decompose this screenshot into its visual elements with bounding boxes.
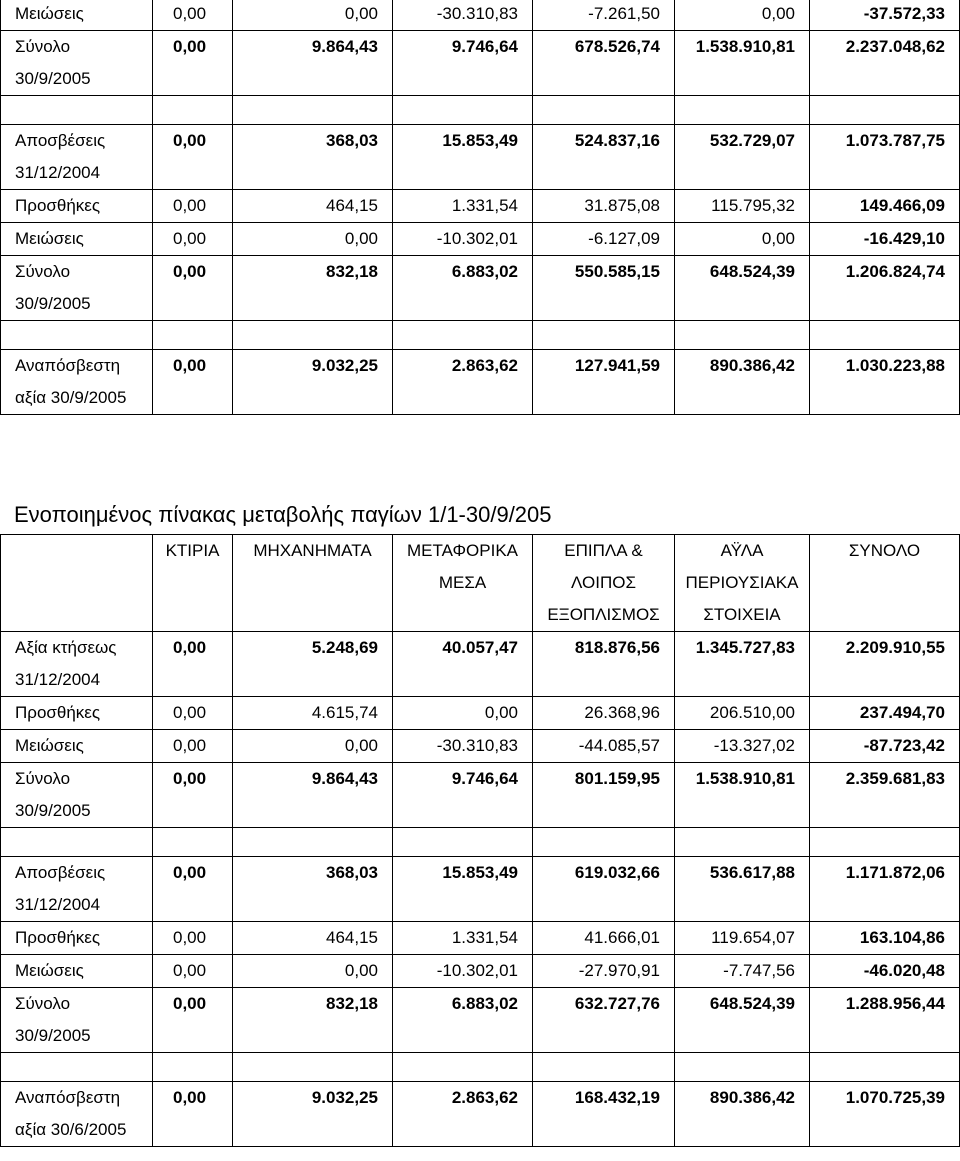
value-cell: 0,00	[153, 0, 233, 31]
empty-cell	[393, 828, 533, 857]
value-cell: 0,00	[675, 223, 810, 256]
value-cell: 40.057,47	[393, 632, 533, 697]
cell-text-line: 30/9/2005	[15, 69, 91, 88]
row-label	[1, 697, 153, 730]
table-row	[1, 0, 960, 31]
empty-cell	[233, 1053, 393, 1082]
value-cell: 368,03	[233, 125, 393, 190]
value-cell: -7.261,50	[533, 0, 675, 31]
value-cell: -30.310,83	[393, 0, 533, 31]
value-cell: 206.510,00	[675, 697, 810, 730]
value-cell: 536.617,88	[675, 857, 810, 922]
row-label	[1, 955, 153, 988]
value-cell: 127.941,59	[533, 350, 675, 415]
value-cell: 2.237.048,62	[810, 31, 960, 96]
empty-cell	[675, 1053, 810, 1082]
value-cell: 0,00	[153, 955, 233, 988]
row-label	[1, 31, 153, 96]
value-cell: 550.585,15	[533, 256, 675, 321]
value-cell: -44.085,57	[533, 730, 675, 763]
empty-cell	[533, 1053, 675, 1082]
empty-cell	[1, 828, 153, 857]
value-cell: 1.288.956,44	[810, 988, 960, 1053]
value-cell: 9.864,43	[233, 31, 393, 96]
value-cell: 9.032,25	[233, 1082, 393, 1147]
cell-text-line: Μειώσεις	[15, 4, 84, 23]
row-label	[1, 256, 153, 321]
column-header	[533, 535, 675, 632]
table-row	[1, 857, 960, 922]
empty-cell	[533, 828, 675, 857]
row-label	[1, 223, 153, 256]
table-row	[1, 1082, 960, 1147]
value-cell: 648.524,39	[675, 988, 810, 1053]
value-cell: -10.302,01	[393, 955, 533, 988]
empty-cell	[675, 96, 810, 125]
value-cell: 9.746,64	[393, 763, 533, 828]
value-cell: 0,00	[153, 763, 233, 828]
value-cell: 1.345.727,83	[675, 632, 810, 697]
value-cell: 619.032,66	[533, 857, 675, 922]
value-cell: 678.526,74	[533, 31, 675, 96]
spacer-row	[1, 321, 960, 350]
value-cell: 0,00	[153, 190, 233, 223]
value-cell: 464,15	[233, 922, 393, 955]
cell-text-line: Αναπόσβεστη	[15, 356, 121, 375]
cell-text-line: αξία 30/9/2005	[15, 388, 127, 407]
table-row	[1, 955, 960, 988]
column-header	[153, 535, 233, 632]
value-cell: 632.727,76	[533, 988, 675, 1053]
row-label	[1, 0, 153, 31]
row-label	[1, 350, 153, 415]
value-cell: 2.863,62	[393, 350, 533, 415]
cell-text-line: ΚΤΙΡΙΑ	[165, 541, 220, 560]
value-cell: 1.206.824,74	[810, 256, 960, 321]
cell-text-line: ΜΕΣΑ	[438, 573, 487, 592]
row-label	[1, 922, 153, 955]
spacer-row	[1, 96, 960, 125]
empty-cell	[153, 96, 233, 125]
empty-cell	[393, 321, 533, 350]
cell-text-line: Αναπόσβεστη	[15, 1088, 121, 1107]
value-cell: 801.159,95	[533, 763, 675, 828]
value-cell: 1.171.872,06	[810, 857, 960, 922]
value-cell: 9.864,43	[233, 763, 393, 828]
cell-text-line: ΕΠΙΠΛΑ &	[564, 541, 643, 560]
row-label	[1, 730, 153, 763]
cell-text-line: ΕΞΟΠΛΙΣΜΟΣ	[547, 605, 660, 624]
value-cell: 0,00	[153, 922, 233, 955]
value-cell: 464,15	[233, 190, 393, 223]
cell-text-line: ΜΕΤΑΦΟΡΙΚΑ	[407, 541, 518, 560]
value-cell: 168.432,19	[533, 1082, 675, 1147]
value-cell: 6.883,02	[393, 988, 533, 1053]
value-cell: 0,00	[393, 697, 533, 730]
empty-cell	[675, 321, 810, 350]
row-label	[1, 632, 153, 697]
cell-text-line: Προσθήκες	[15, 703, 101, 722]
empty-cell	[810, 828, 960, 857]
empty-cell	[675, 828, 810, 857]
cell-text-line: Αξία κτήσεως	[15, 638, 117, 657]
cell-text-line: ΛΟΙΠΟΣ	[571, 573, 636, 592]
value-cell: 0,00	[153, 256, 233, 321]
value-cell: 4.615,74	[233, 697, 393, 730]
value-cell: 0,00	[153, 697, 233, 730]
cell-text-line: Μειώσεις	[15, 736, 84, 755]
table-row	[1, 256, 960, 321]
cell-text-line: Προσθήκες	[15, 196, 101, 215]
value-cell: -16.429,10	[810, 223, 960, 256]
table-row	[1, 763, 960, 828]
value-cell: 0,00	[233, 223, 393, 256]
value-cell: -87.723,42	[810, 730, 960, 763]
cell-text-line: ΣΤΟΙΧΕΙΑ	[703, 605, 781, 624]
value-cell: 890.386,42	[675, 350, 810, 415]
cell-text-line: ΣΥΝΟΛΟ	[848, 541, 921, 560]
consolidated-fixed-assets-table	[0, 534, 960, 1147]
value-cell: 648.524,39	[675, 256, 810, 321]
row-label	[1, 857, 153, 922]
value-cell: 890.386,42	[675, 1082, 810, 1147]
column-header	[233, 535, 393, 632]
table-row	[1, 697, 960, 730]
header-corner-cell	[1, 535, 153, 632]
row-label	[1, 1082, 153, 1147]
value-cell: 149.466,09	[810, 190, 960, 223]
value-cell: 0,00	[153, 1082, 233, 1147]
value-cell: -27.970,91	[533, 955, 675, 988]
row-label	[1, 125, 153, 190]
cell-text-line: 31/12/2004	[15, 670, 101, 689]
cell-text-line: ΜΗΧΑΝΗΜΑΤΑ	[253, 541, 372, 560]
table-row	[1, 125, 960, 190]
value-cell: 0,00	[153, 988, 233, 1053]
empty-cell	[1, 1053, 153, 1082]
empty-cell	[533, 321, 675, 350]
fixed-assets-table-top	[0, 0, 960, 415]
empty-cell	[533, 96, 675, 125]
value-cell: 9.746,64	[393, 31, 533, 96]
value-cell: 0,00	[153, 125, 233, 190]
row-label	[1, 988, 153, 1053]
value-cell: 41.666,01	[533, 922, 675, 955]
value-cell: 1.073.787,75	[810, 125, 960, 190]
value-cell: 1.331,54	[393, 922, 533, 955]
value-cell: -37.572,33	[810, 0, 960, 31]
empty-cell	[810, 1053, 960, 1082]
value-cell: 2.209.910,55	[810, 632, 960, 697]
cell-text-line: Σύνολο	[15, 262, 71, 281]
value-cell: 0,00	[233, 955, 393, 988]
cell-text-line: Αποσβέσεις	[15, 863, 106, 882]
empty-cell	[1, 321, 153, 350]
table-row	[1, 730, 960, 763]
value-cell: 0,00	[153, 730, 233, 763]
value-cell: 0,00	[153, 632, 233, 697]
value-cell: 1.070.725,39	[810, 1082, 960, 1147]
empty-cell	[393, 96, 533, 125]
value-cell: 1.331,54	[393, 190, 533, 223]
value-cell: 0,00	[233, 0, 393, 31]
value-cell: 5.248,69	[233, 632, 393, 697]
value-cell: 31.875,08	[533, 190, 675, 223]
value-cell: 119.654,07	[675, 922, 810, 955]
value-cell: 0,00	[153, 857, 233, 922]
table-row	[1, 31, 960, 96]
empty-cell	[153, 321, 233, 350]
cell-text-line: Μειώσεις	[15, 961, 84, 980]
table-row	[1, 632, 960, 697]
cell-text-line: ΑΫΛΑ	[720, 541, 764, 560]
value-cell: -7.747,56	[675, 955, 810, 988]
cell-text-line: 31/12/2004	[15, 163, 101, 182]
value-cell: 524.837,16	[533, 125, 675, 190]
table-row	[1, 988, 960, 1053]
empty-cell	[233, 321, 393, 350]
spacer-row	[1, 1053, 960, 1082]
cell-text-line: Σύνολο	[15, 37, 71, 56]
consolidated-table-title: Ενοποιημένος πίνακας μεταβολής παγίων 1/1-30/9/205	[14, 502, 552, 527]
cell-text-line: 30/9/2005	[15, 294, 91, 313]
row-label	[1, 190, 153, 223]
value-cell: 15.853,49	[393, 125, 533, 190]
table-row	[1, 190, 960, 223]
empty-cell	[393, 1053, 533, 1082]
spacer-row	[1, 828, 960, 857]
empty-cell	[810, 96, 960, 125]
empty-cell	[153, 828, 233, 857]
value-cell: 237.494,70	[810, 697, 960, 730]
value-cell: -13.327,02	[675, 730, 810, 763]
empty-cell	[810, 321, 960, 350]
value-cell: 1.538.910,81	[675, 31, 810, 96]
value-cell: 1.030.223,88	[810, 350, 960, 415]
cell-text-line: 30/9/2005	[15, 801, 91, 820]
cell-text-line: αξία 30/6/2005	[15, 1120, 127, 1139]
value-cell: 0,00	[153, 31, 233, 96]
value-cell: 26.368,96	[533, 697, 675, 730]
value-cell: 9.032,25	[233, 350, 393, 415]
value-cell: -6.127,09	[533, 223, 675, 256]
value-cell: 368,03	[233, 857, 393, 922]
cell-text-line: Αποσβέσεις	[15, 131, 106, 150]
cell-text-line: Σύνολο	[15, 994, 71, 1013]
column-header	[675, 535, 810, 632]
value-cell: -46.020,48	[810, 955, 960, 988]
value-cell: 2.863,62	[393, 1082, 533, 1147]
value-cell: 0,00	[153, 223, 233, 256]
table-row	[1, 350, 960, 415]
value-cell: -10.302,01	[393, 223, 533, 256]
row-label	[1, 763, 153, 828]
column-header	[393, 535, 533, 632]
value-cell: 115.795,32	[675, 190, 810, 223]
value-cell: 163.104,86	[810, 922, 960, 955]
cell-text-line: Σύνολο	[15, 769, 71, 788]
value-cell: 15.853,49	[393, 857, 533, 922]
cell-text-line: ΠΕΡΙΟΥΣΙΑΚΑ	[685, 573, 799, 592]
empty-cell	[1, 96, 153, 125]
empty-cell	[153, 1053, 233, 1082]
value-cell: -30.310,83	[393, 730, 533, 763]
empty-cell	[233, 828, 393, 857]
header-row	[1, 535, 960, 632]
value-cell: 0,00	[675, 0, 810, 31]
value-cell: 818.876,56	[533, 632, 675, 697]
value-cell: 532.729,07	[675, 125, 810, 190]
value-cell: 2.359.681,83	[810, 763, 960, 828]
cell-text-line: 30/9/2005	[15, 1026, 91, 1045]
table-row	[1, 223, 960, 256]
column-header	[810, 535, 960, 632]
value-cell: 6.883,02	[393, 256, 533, 321]
cell-text-line: Μειώσεις	[15, 229, 84, 248]
cell-text-line: Προσθήκες	[15, 928, 101, 947]
value-cell: 1.538.910,81	[675, 763, 810, 828]
cell-text-line: 31/12/2004	[15, 895, 101, 914]
value-cell: 0,00	[153, 350, 233, 415]
value-cell: 0,00	[233, 730, 393, 763]
table-row	[1, 922, 960, 955]
empty-cell	[233, 96, 393, 125]
value-cell: 832,18	[233, 256, 393, 321]
value-cell: 832,18	[233, 988, 393, 1053]
